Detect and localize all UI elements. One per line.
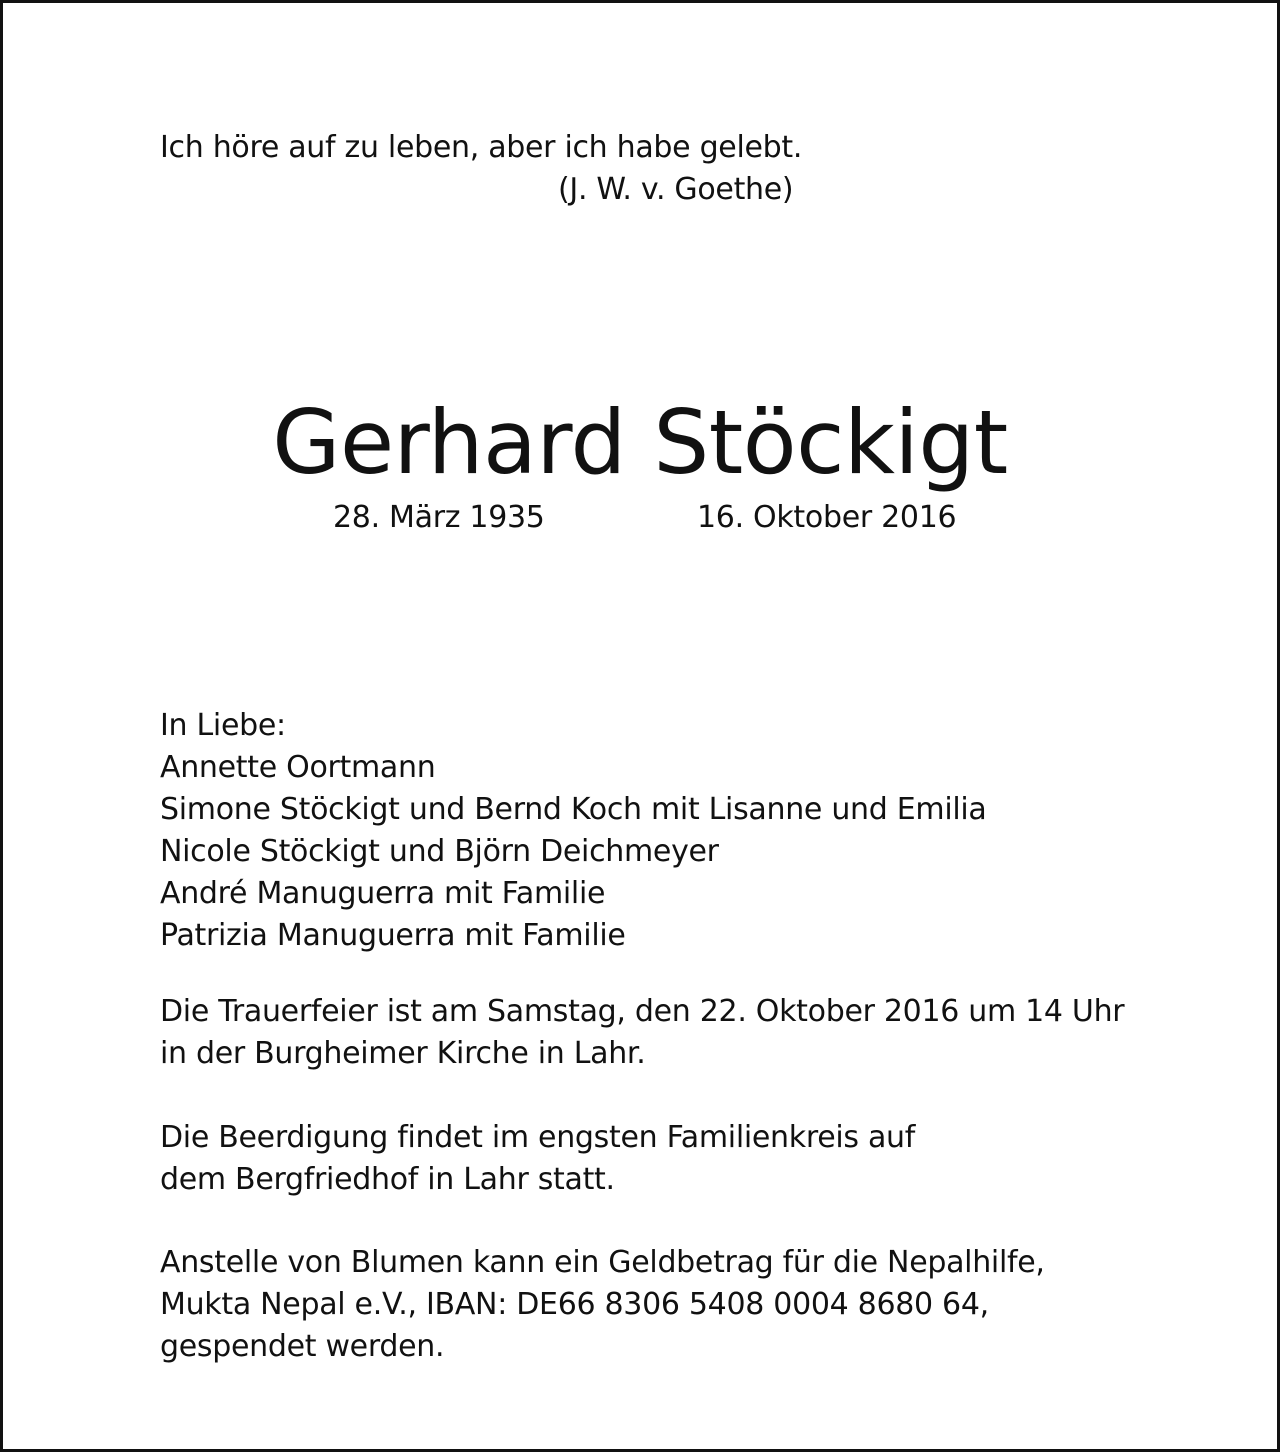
death-date: 16. Oktober 2016 [697,500,957,535]
ceremony-line: in der Burgheimer Kirche in Lahr. [160,1036,646,1071]
ceremony-line: Die Trauerfeier ist am Samstag, den 22. Oktober 2016 um 14 Uhr [160,994,1125,1029]
ceremony-section [160,991,1124,1075]
quote-author: (J. W. v. Goethe) [558,172,794,207]
donation-line: gespendet werden. [160,1329,445,1364]
family-member: Simone Stöckigt und Bernd Koch mit Lisanne und Emilia [160,792,987,827]
family-heading: In Liebe: [160,708,286,743]
birth-date: 28. März 1935 [333,500,545,535]
family-member: Nicole Stöckigt und Björn Deichmeyer [160,834,719,869]
donation-line: Anstelle von Blumen kann ein Geldbetrag für die Nepalhilfe, [160,1245,1045,1280]
quote-text: Ich höre auf zu leben, aber ich habe gelebt. [160,130,803,165]
family-member: Patrizia Manuguerra mit Familie [160,918,626,953]
deceased-name: Gerhard Stöckigt [272,391,1008,494]
family-member: André Manuguerra mit Familie [160,876,606,911]
donation-section [160,1242,1045,1368]
family-section [160,705,987,957]
family-member: Annette Oortmann [160,750,436,785]
donation-line: Mukta Nepal e.V., IBAN: DE66 8306 5408 0004 8680 64, [160,1287,989,1322]
burial-line: Die Beerdigung findet im engsten Familienkreis auf [160,1120,916,1155]
burial-line: dem Bergfriedhof in Lahr statt. [160,1162,615,1197]
burial-section [160,1117,915,1201]
